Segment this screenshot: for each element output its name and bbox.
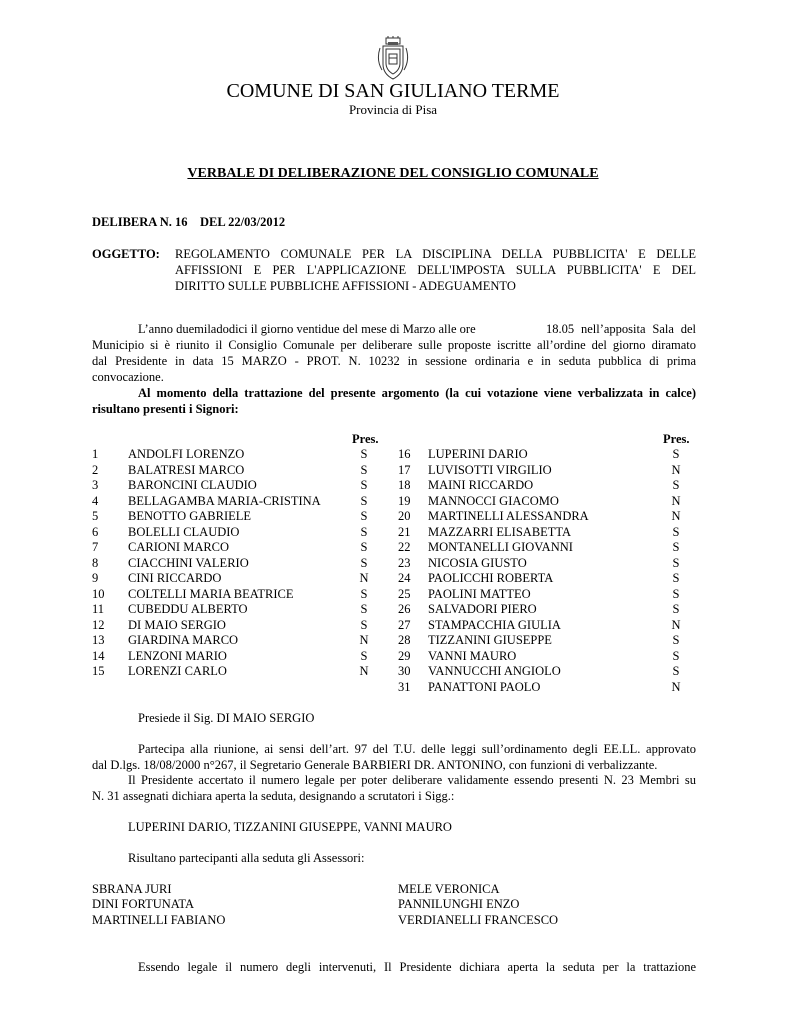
member-presence: S — [360, 540, 368, 554]
oggetto-label: OGGETTO: — [92, 247, 160, 261]
intro-text: 18.05 nell’apposita Sala del — [546, 322, 696, 336]
member-number: 5 — [92, 509, 99, 523]
member-presence: S — [360, 462, 368, 477]
assessore-name: MELE VERONICA — [398, 882, 500, 896]
oggetto-line: DIRITTO SULLE PUBBLICHE AFFISSIONI - ADEGUAMENTO — [175, 279, 516, 293]
member-presence: S — [672, 648, 680, 663]
assessore-name: DINI FORTUNATA — [92, 897, 195, 911]
member-number: 10 — [92, 586, 105, 601]
partecipa-text: Partecipa alla riunione, ai sensi dell’art. 97 del T.U. delle leggi sull’ordinamento degli EE.LL. approvato — [138, 742, 696, 756]
member-presence: N — [671, 617, 681, 632]
member-presence: S — [360, 617, 368, 632]
intro-text: L’anno duemiladodici il giorno ventidue del mese di Marzo alle ore — [138, 322, 476, 336]
intro-text: dal Presidente in data 15 MARZO - PROT. N. 10232 in sessione ordinaria e in seduta pubblica di prima — [92, 354, 696, 368]
delibera-number: DELIBERA N. 16 DEL 22/03/2012 — [92, 215, 286, 229]
member-presence: S — [672, 602, 680, 616]
member-number: 26 — [398, 602, 411, 616]
member-presence: S — [360, 493, 368, 508]
member-name: PANATTONI PAOLO — [428, 679, 541, 694]
member-name: CUBEDDU ALBERTO — [128, 602, 248, 616]
member-number: 17 — [398, 462, 411, 477]
assessore-name: VERDIANELLI FRANCESCO — [398, 913, 559, 927]
member-name: PAOLINI MATTEO — [428, 586, 531, 601]
member-name: LUVISOTTI VIRGILIO — [428, 462, 552, 477]
member-name: NICOSIA GIUSTO — [428, 555, 527, 570]
member-name: STAMPACCHIA GIULIA — [428, 617, 561, 632]
member-number: 25 — [398, 586, 411, 601]
partecipa-text: N. 31 assegnati dichiara aperta la seduta, designando a scrutatori i Sigg.: — [92, 789, 455, 803]
member-number: 3 — [92, 478, 99, 492]
member-number: 4 — [92, 493, 99, 508]
member-name: LENZONI MARIO — [128, 648, 227, 663]
member-number: 1 — [92, 447, 99, 461]
partecipa-text: dal D.lgs. 18/08/2000 n°267, il Segretario Generale BARBIERI DR. ANTONINO, con funzioni di verbalizzante. — [92, 758, 658, 772]
member-name: MARTINELLI ALESSANDRA — [428, 509, 589, 523]
member-number: 19 — [398, 493, 411, 508]
member-presence: S — [672, 555, 680, 570]
member-name: COLTELLI MARIA BEATRICE — [128, 586, 294, 601]
member-number: 20 — [398, 509, 411, 523]
member-name: DI MAIO SERGIO — [128, 617, 226, 632]
member-name: MAZZARRI ELISABETTA — [428, 524, 572, 539]
member-presence: N — [359, 633, 369, 647]
president-text: Presiede il Sig. DI MAIO SERGIO — [138, 711, 315, 725]
member-number: 11 — [92, 602, 105, 616]
partecipa-text: Il Presidente accertato il numero legale per poter deliberare validamente essendo presenti N. 23 Membri su — [128, 773, 696, 787]
intro-bold-text: Al momento della trattazione del presente argomento (la cui votazione viene verbalizzata in calce) — [138, 386, 696, 400]
member-presence: N — [359, 571, 369, 585]
member-name: LORENZI CARLO — [128, 664, 227, 678]
member-presence: S — [360, 509, 368, 523]
member-name: BENOTTO GABRIELE — [128, 509, 252, 523]
member-presence: S — [672, 664, 680, 678]
member-name: TIZZANINI GIUSEPPE — [428, 633, 552, 647]
member-name: BALATRESI MARCO — [128, 462, 245, 477]
intro-bold-text: risultano presenti i Signori: — [92, 402, 239, 416]
member-name: LUPERINI DARIO — [428, 447, 528, 461]
member-number: 15 — [92, 664, 105, 678]
pres-column-header: Pres. — [352, 432, 379, 446]
member-number: 30 — [398, 664, 411, 678]
oggetto-line: AFFISSIONI E PER L'APPLICAZIONE DELL'IMPOSTA SULLA PUBBLICITA' E DEL — [175, 263, 696, 277]
assessore-name: SBRANA JURI — [92, 882, 172, 896]
member-presence: S — [360, 555, 368, 570]
member-presence: S — [672, 478, 680, 492]
member-number: 9 — [92, 571, 99, 585]
document-title: VERBALE DI DELIBERAZIONE DEL CONSIGLIO COMUNALE — [187, 166, 599, 181]
member-name: PAOLICCHI ROBERTA — [428, 571, 554, 585]
member-presence: S — [360, 524, 368, 539]
member-number: 23 — [398, 555, 411, 570]
member-presence: S — [672, 633, 680, 647]
member-name: GIARDINA MARCO — [128, 633, 239, 647]
member-name: CINI RICCARDO — [128, 571, 222, 585]
member-name: VANNUCCHI ANGIOLO — [428, 664, 561, 678]
closing-text: Essendo legale il numero degli intervenuti, Il Presidente dichiara aperta la seduta per la trattazione — [138, 960, 696, 974]
member-name: BARONCINI CLAUDIO — [128, 478, 257, 492]
member-number: 22 — [398, 540, 411, 554]
municipal-crest-icon — [374, 36, 412, 82]
assessore-name: PANNILUNGHI ENZO — [398, 897, 520, 911]
member-presence: S — [672, 447, 680, 461]
member-name: MONTANELLI GIOVANNI — [428, 540, 573, 554]
intro-text: convocazione. — [92, 370, 164, 384]
member-number: 27 — [398, 617, 411, 632]
member-presence: N — [359, 664, 369, 678]
member-number: 18 — [398, 478, 411, 492]
member-name: ANDOLFI LORENZO — [128, 447, 245, 461]
member-presence: S — [360, 602, 368, 616]
member-number: 6 — [92, 524, 99, 539]
member-name: SALVADORI PIERO — [428, 602, 537, 616]
municipality-title: COMUNE DI SAN GIULIANO TERME — [226, 80, 560, 102]
member-presence: S — [672, 540, 680, 554]
member-name: MANNOCCI GIACOMO — [428, 493, 559, 508]
assessori-intro: Risultano partecipanti alla seduta gli Assessori: — [128, 851, 365, 865]
member-number: 29 — [398, 648, 411, 663]
member-name: MAINI RICCARDO — [428, 478, 534, 492]
member-presence: S — [360, 586, 368, 601]
member-presence: S — [360, 478, 368, 492]
member-presence: S — [360, 648, 368, 663]
member-presence: N — [671, 679, 681, 694]
scrutatori-list: LUPERINI DARIO, TIZZANINI GIUSEPPE, VANNI MAURO — [128, 820, 452, 834]
member-presence: N — [671, 509, 681, 523]
oggetto-line: REGOLAMENTO COMUNALE PER LA DISCIPLINA DELLA PUBBLICITA' E DELLE — [175, 247, 696, 261]
member-presence: S — [672, 586, 680, 601]
member-presence: N — [671, 493, 681, 508]
member-presence: S — [672, 524, 680, 539]
member-number: 7 — [92, 540, 99, 554]
member-number: 24 — [398, 571, 411, 585]
member-presence: S — [672, 571, 680, 585]
member-number: 14 — [92, 648, 105, 663]
province-subtitle: Provincia di Pisa — [348, 102, 438, 117]
pres-column-header: Pres. — [663, 432, 690, 446]
assessore-name: MARTINELLI FABIANO — [92, 913, 226, 927]
member-presence: S — [360, 447, 368, 461]
member-name: BELLAGAMBA MARIA-CRISTINA — [128, 493, 321, 508]
intro-text: Municipio si è riunito il Consiglio Comunale per deliberare sulle proposte iscritte all’ordine del giorno diramato — [92, 338, 696, 352]
member-number: 28 — [398, 633, 411, 647]
member-number: 13 — [92, 633, 105, 647]
member-number: 2 — [92, 462, 99, 477]
member-number: 8 — [92, 555, 99, 570]
member-name: BOLELLI CLAUDIO — [128, 524, 240, 539]
member-name: VANNI MAURO — [428, 648, 517, 663]
member-number: 21 — [398, 524, 411, 539]
member-number: 12 — [92, 617, 105, 632]
member-number: 16 — [398, 447, 411, 461]
member-name: CIACCHINI VALERIO — [128, 555, 249, 570]
member-name: CARIONI MARCO — [128, 540, 230, 554]
member-number: 31 — [398, 679, 411, 694]
member-presence: N — [671, 462, 681, 477]
